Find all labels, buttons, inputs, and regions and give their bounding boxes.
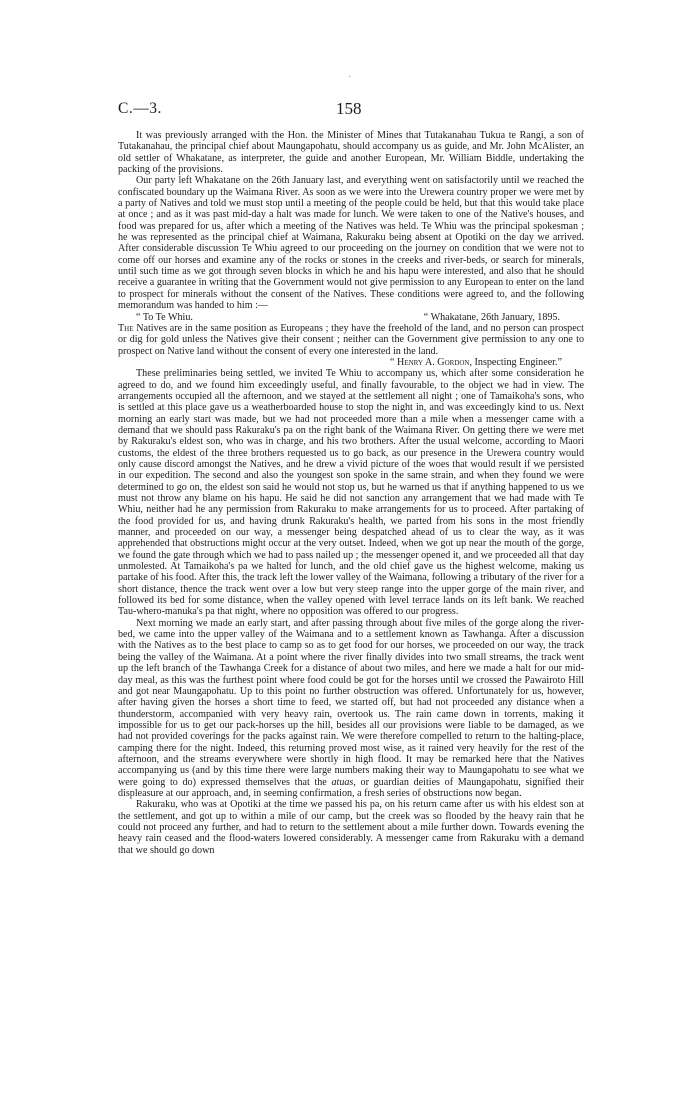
memo-body-text: Natives are in the same position as Europeans ; they have the freehold of the land, and no person can prospect or dig for gold unless the Natives give their consent ; neither can the Government give permission to any one to prospect on Native land without the consent of every one interested in the land. [118,322,584,357]
paragraph-rakuraku-pa: These preliminaries being settled, we invited Te Whiu to accompany us, which after some consideration he agreed to do, and we found him exceedingly useful, and finally favourable, to the object we had in view. The arrangements occupied all the afternoon, and we stayed at the settlement all night ; one of Tamaikoha's sons, who is settled at this place gave us a weatherboarded house to stop the night in, and was exceedingly kind to us. Next morning an early start was made, but we had not proceeded more than a mile when a messenger came with a demand that we should pass Rakuraku's pa on the right bank of the Waimana River. On getting there we were met by Rakuraku's eldest son, who was in charge, and his two brothers. After the usual welcome, according to Maori customs, the eldest of the three brothers requested us to go back, as our presence in the Urewera country would only cause discord amongst the Natives, and he drew a vivid picture of the woes that would result if we persisted in our expedition. The second and also the youngest son spoke in the same strain, and when they found we were determined to go on, the eldest son said he would not stop us, but he warned us that if anything happened to us we must not throw any blame on his hapu. He said he did not sanction any arrangement that we had made with Te Whiu, neither had he any permission from Rakuraku to make arrangements for us to proceed. After partaking of the food provided for us, and having drunk Rakuraku's health, we parted from his sons in the most friendly manner, and proceeded on our way, a messenger being despatched ahead of us to clear the way, as it was apprehended that obstructions might occur at the very outset. Indeed, when we got up near the mouth of the gorge, we found the gate through which we had to pass nailed up ; the messenger opened it, and we proceeded all that day unmolested. At Tamaikoha's pa we halted for lunch, and the old chief gave us the highest welcome, making us partake of his food. After this, the track left the lower valley of the Waimana, following a tributary of the river for a short distance, thence the track went over a low but very steep range into the upper gorge of the main river, and followed its bed for some distance, when the valley opened with level terrace lands on its left bank. We reached Tau-whero-manuka's pa that night, where no opposition was offered to our progress. [118,368,584,618]
paragraph-guides: It was previously arranged with the Hon. the Minister of Mines that Tutakanahau Tukua te Rangi, a son of Tutakanahau, the principal chief about Maungapohatu, should accompany us as guide, and Mr. John McAlister, an old settler of Whakatane, as interpreter, the guide and another European, Mr. William Biddle, undertaking the packing of the provisions. [118,130,584,176]
paragraph-rakuraku-return: Rakuraku, who was at Opotiki at the time we passed his pa, on his return came after us with his eldest son at the settlement, and got up to within a mile of our camp, but the creek was so flooded by the heavy rain that he could not proceed any further, and had to return to the settlement about a mile further down. Towards evening the heavy rain ceased and the flood-waters lowered considerably. A messenger came from Rakuraku with a demand that we should go down [118,799,584,856]
paragraph-tawhanga [118,618,584,800]
document-reference: C.—3. [118,100,162,117]
body-text [118,130,584,856]
memo-signer-title: Inspecting Engineer.” [472,356,562,368]
paragraph-waimana-meeting: Our party left Whakatane on the 26th January last, and everything went on satisfactorily until we reached the confiscated boundary up the Waimana River. As soon as we were into the Urewera country proper we were met by a party of Natives and told we must stop until a meeting of the people could be held, but that this would take place at once ; and as it was past mid-day a halt was made for lunch. We were taken to one of the Native's houses, and food was prepared for us, after which a meeting of the Natives was held. Te Whiu was the principal spokesman ; he was represented as the principal chief at Waimana, Rakuraku being absent at Opotiki on the day we arrived. After considerable discussion Te Whiu agreed to our proceeding on the journey on condition that we were not to come off our horses and examine any of the rocks or stones in the creeks and river-beds, or search for minerals, until such time as we got through seven blocks in which he and his hapu were interested, and also that he should receive a guarantee in writing that the Government would not give permission to any European to enter on the land to prospect for minerals without the consent of the Natives. These conditions were agreed to, and the following memorandum was handed to him :— [118,175,584,312]
paragraph-tawhanga-text: Next morning we made an early start, and after passing through about five miles of the gorge along the river-bed, we came into the upper valley of the Waimana and to a settlement known as Tawhanga. After a discussion with the Natives as to the best place to camp so as to get food for our horses, we proceeded on our way, the track being the valley of the Waimana. At a point where the river finally divides into two small streams, the track went up the left branch of the Tawhanga Creek for a distance of about two miles, and here we made a halt for our mid-day meal, as this was the furthest point where food could be got for the horses until we crossed the Pawairoto Hill and got near Maungapohatu. Up to this point no further obstruction was offered. Unfortunately for us, however, after having given the horses a short time to feed, we started off, but had not proceeded any distance when a thunderstorm, accompanied with very heavy rain, overtook us. The rain came down in torrents, making it impossible for us to get our pack-horses up the hill, besides all our provisions were liable to be damaged, as we had not provided coverings for the packs against rain. We were therefore compelled to return to the halting-place, camping there for the night. Indeed, this returning proved most wise, as it rained very heavily for the rest of the afternoon, and the streams everywhere were shortly in high flood. It may be remarked here that the Natives accompanying us (and by this time there were large numbers making their way to Maungapohatu to see what we were going to do) expressed themselves that the [118,617,584,788]
memo-header [118,312,584,323]
memo-body-lead: The [118,322,134,334]
italic-term: atuas [331,776,354,788]
memo-place-date: “ Whakatane, 26th January, 1895. [423,311,560,323]
memo-recipient: “ To Te Whiu. [136,311,193,323]
page-number: 158 [336,99,362,118]
memo-signature [118,357,584,368]
memo-body [118,323,584,357]
memo-signer-name: “ Henry A. Gordon, [390,356,473,368]
page-mark: · [348,72,352,83]
paragraph-tawhanga-end: , or guardian deities of Maungapohatu, signified their displeasure at our approach, and, in seeming confirmation, a fresh series of obstructions now began. [118,776,584,799]
